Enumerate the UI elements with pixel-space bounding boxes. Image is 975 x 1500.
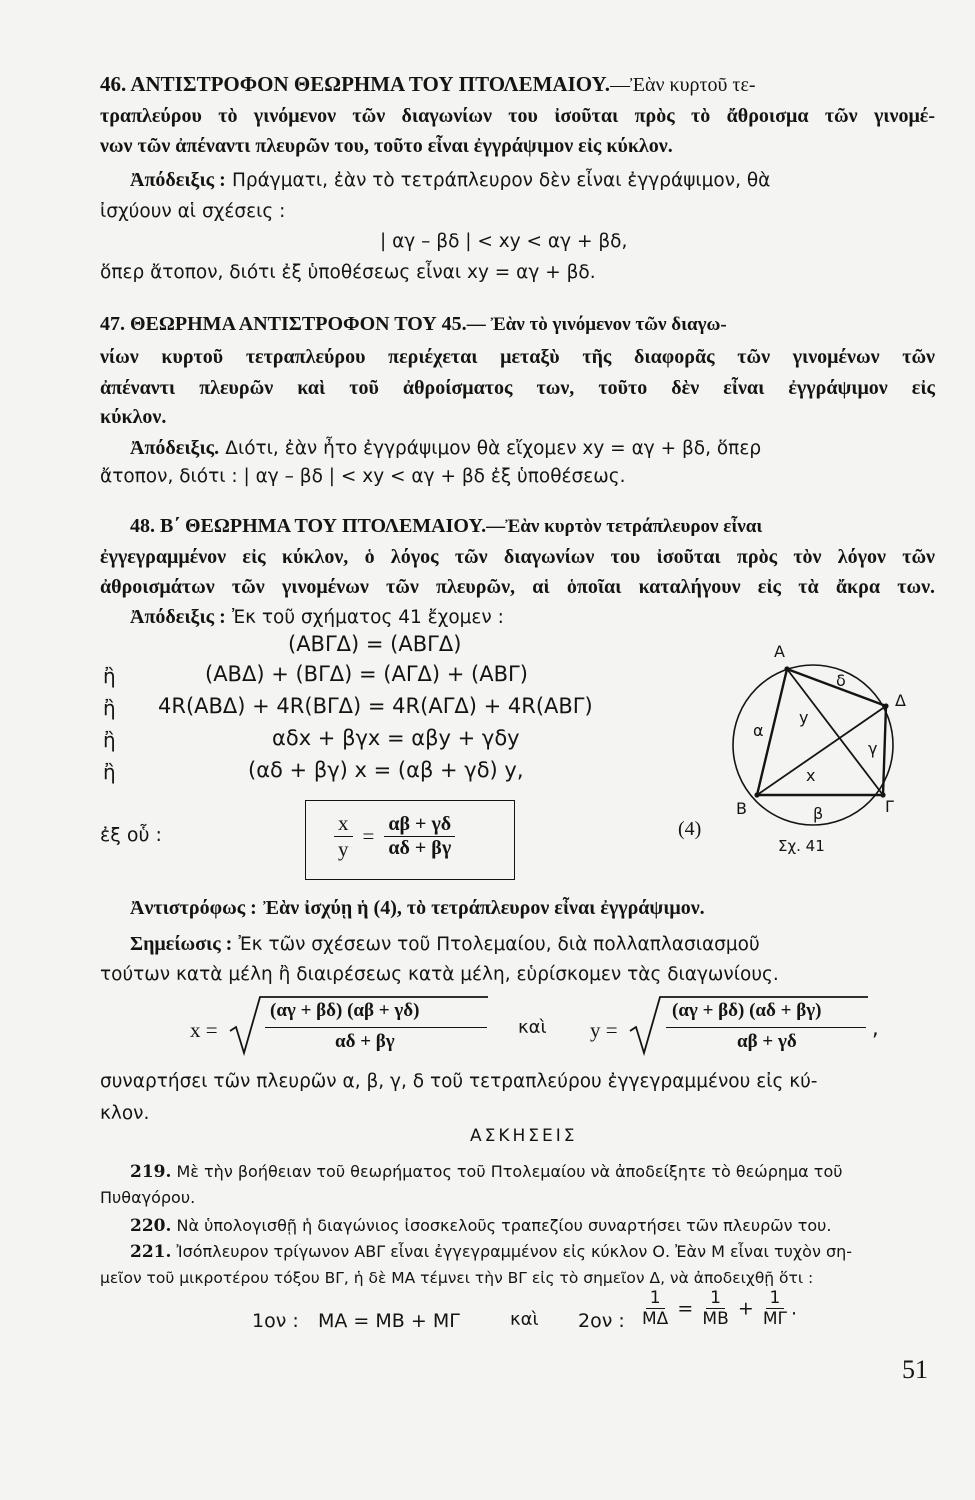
proof-label: Ἀπόδειξις : — [130, 606, 226, 628]
label-gamma: γ — [868, 739, 878, 758]
proof-text: Πράγματι, ἐὰν τὸ τετράπλευρον δὲν εἶναι ἐγγράψιμον, θὰ — [231, 170, 771, 191]
box-frac-left — [334, 811, 353, 862]
box-frac-right — [384, 813, 455, 860]
converse-text: Ἐὰν ἰσχύῃ ἡ (4), τὸ τετράπλευρον εἶναι ἐγγράψιμον. — [263, 897, 705, 919]
proof-label: Ἀπόδειξις : — [130, 169, 226, 191]
frac-1-mg-den: ΜΓ — [762, 1309, 787, 1329]
fx-fraction-bar — [265, 1027, 487, 1028]
exercise-221-number: 221. — [130, 1242, 172, 1262]
eta-1: ἢ — [103, 664, 116, 688]
proof-text: Διότι, ἐὰν ἦτο ἐγγράψιμον θὰ εἴχομεν xy = αγ + βδ, ὅπερ — [225, 438, 762, 459]
frac-equals: = — [677, 1297, 694, 1320]
fx-lhs: x = — [190, 1018, 218, 1042]
label-A: Α — [774, 642, 785, 661]
section-46-inequality: | αγ – βδ | < xy < αγ + βδ, — [380, 231, 628, 252]
proof-text: Ἐκ τοῦ σχήματος 41 ἔχομεν : — [231, 607, 504, 628]
equation-0: (ΑΒΓΔ) = (ΑΒΓΔ) — [288, 632, 462, 656]
label-y: y — [799, 708, 809, 727]
section-47-text: — Ἐὰν τὸ γινόμενον τῶν διαγω- — [466, 314, 727, 335]
box-frac-right-num: αβ + γδ — [384, 813, 455, 837]
exercise-221-line-1 — [130, 1238, 965, 1266]
section-47-line-3: ἀπέναντι πλευρῶν καὶ τοῦ ἀθροίσματος των, τοῦτο δὲν εἶναι ἐγγράψιμον εἰς — [100, 377, 935, 399]
vertex-b — [754, 792, 759, 797]
frac-1-md-den: ΜΔ — [642, 1309, 669, 1329]
frac-1-md — [638, 1288, 672, 1329]
section-46-text: —Ἐὰν κυρτοῦ τε- — [610, 74, 756, 96]
note-line-3: συναρτήσει τῶν πλευρῶν α, β, γ, δ τοῦ τετραπλεύρου ἐγγεγραμμένου εἰς κύ- — [100, 1071, 818, 1092]
exercise-220-text: Νὰ ὑπολογισθῇ ἡ διαγώνιος ἰσοσκελοῦς τραπεζίου συναρτήσει τῶν πλευρῶν του. — [176, 1216, 832, 1235]
label-D: Δ — [895, 691, 906, 710]
exercise-219-text: Μὲ τὴν βοήθειαν τοῦ θεωρήματος τοῦ Πτολεμαίου νὰ ἀποδείξητε τὸ θεώρημα τοῦ — [176, 1162, 843, 1181]
proof-label: Ἀπόδειξις. — [130, 437, 220, 459]
fx-numerator: (αγ + βδ) (αβ + γδ) — [270, 1000, 420, 1021]
equation-ref-4: (4) — [678, 818, 702, 840]
vertex-a — [784, 666, 789, 671]
box-frac-left-den: y — [338, 837, 349, 861]
note-text: Ἐκ τῶν σχέσεων τοῦ Πτολεμαίου, διὰ πολλαπλασιασμοῦ — [238, 934, 760, 955]
box-formula-content — [334, 811, 455, 862]
exercise-221-eq1: ΜΑ = ΜΒ + ΜΓ — [318, 1310, 460, 1332]
label-G: Γ — [885, 797, 894, 816]
frac-1-md-num: 1 — [646, 1288, 665, 1309]
frac-plus: + — [737, 1297, 754, 1320]
exercise-221-equation-2 — [638, 1288, 797, 1329]
exercise-219-line-1 — [130, 1158, 965, 1186]
box-frac-right-den: αδ + βγ — [388, 837, 452, 859]
equation-3: αδx + βγx = αβy + γδy — [272, 726, 520, 750]
boxed-formula — [305, 800, 515, 880]
note-line-2: τούτων κατὰ μέλη ἢ διαιρέσεως κατὰ μέλη, εὑρίσκομεν τὰς διαγωνίους. — [100, 964, 779, 985]
exercise-221-line-2: μεῖον τοῦ μικροτέρου τόξου ΒΓ, ἡ δὲ ΜΑ τέμνει τὴν ΒΓ εἰς τὸ σημεῖον Δ, νὰ ἀποδειχθῇ ὅτι : — [100, 1269, 814, 1287]
equation-2: 4R(ΑΒΔ) + 4R(ΒΓΔ) = 4R(ΑΓΔ) + 4R(ΑΒΓ) — [158, 694, 593, 718]
note-line-1 — [130, 930, 965, 959]
note-label: Σημείωσις : — [130, 933, 233, 955]
box-equals: = — [362, 824, 375, 848]
frac-1-mb — [698, 1288, 732, 1329]
fx-denominator: αδ + βγ — [335, 1031, 395, 1052]
exercises-title: ΑΣΚΗΣΕΙΣ — [470, 1126, 578, 1146]
exercise-221-2on: 2ον : — [578, 1310, 625, 1332]
section-46-proof-line-1 — [130, 166, 965, 195]
section-47-title: 47. ΘΕΩΡΗΜΑ ΑΝΤΙΣΤΡΟΦΟΝ ΤΟΥ 45. — [100, 313, 467, 335]
section-48-title: 48. Β΄ ΘΕΩΡΗΜΑ ΤΟΥ ΠΤΟΛΕΜΑΙΟΥ. — [130, 515, 487, 537]
figure-caption: Σχ. 41 — [778, 837, 825, 855]
figure-41 — [720, 640, 920, 870]
fy-fraction-bar — [666, 1027, 866, 1028]
note-line-4: κλον. — [100, 1103, 150, 1124]
label-beta: β — [813, 804, 824, 823]
section-48-line-1 — [100, 512, 935, 541]
kai-word: καὶ — [518, 1017, 547, 1038]
fy-comma: , — [872, 1016, 879, 1040]
eta-3: ἢ — [103, 728, 116, 752]
section-46-line-2: τραπλεύρου τὸ γινόμενον τῶν διαγωνίων του ἰσοῦται πρὸς τὸ ἄθροισμα τῶν γινομέ- — [100, 105, 935, 127]
section-46-proof-line-2: ἰσχύουν αἱ σχέσεις : — [100, 201, 286, 222]
quadrilateral — [757, 669, 886, 795]
exercise-219-line-2: Πυθαγόρου. — [100, 1188, 196, 1207]
frac-dot: . — [791, 1297, 798, 1320]
fy-denominator: αβ + γδ — [737, 1031, 797, 1052]
converse-line — [130, 894, 965, 922]
frac-1-mg — [759, 1288, 791, 1329]
section-47-line-1 — [100, 310, 935, 339]
diagonal-bd — [757, 706, 886, 795]
frac-1-mb-den: ΜΒ — [702, 1309, 729, 1329]
fy-numerator: (αγ + βδ) (αδ + βγ) — [672, 1000, 822, 1021]
section-46-title: 46. ΑΝΤΙΣΤΡΟΦΟΝ ΘΕΩΡΗΜΑ ΤΟΥ ΠΤΟΛΕΜΑΙΟΥ. — [100, 72, 611, 96]
section-48-line-2: ἐγγεγραμμένον εἰς κύκλον, ὁ λόγος τῶν διαγωνίων του ἰσοῦται πρὸς τὸν λόγον τῶν — [100, 546, 935, 568]
section-46-line-3: νων τῶν ἀπέναντι πλευρῶν του, τοῦτο εἶναι ἐγγράψιμον εἰς κύκλον. — [100, 135, 673, 157]
exercise-219-number: 219. — [130, 1162, 172, 1182]
label-x: x — [806, 766, 816, 785]
section-46-line-1 — [100, 70, 935, 99]
frac-1-mb-num: 1 — [706, 1288, 725, 1309]
exercise-220-number: 220. — [130, 1216, 172, 1236]
frac-1-mg-num: 1 — [766, 1288, 785, 1309]
equation-4: (αδ + βγ) x = (αβ + γδ) y, — [248, 758, 524, 782]
label-B: Β — [736, 799, 747, 818]
exercise-221-1on: 1ον : — [252, 1310, 299, 1332]
ex-ou-label: ἐξ οὗ : — [100, 824, 162, 846]
label-delta: δ — [836, 671, 846, 690]
vertex-d — [883, 703, 888, 708]
section-48-text: —Ἐὰν κυρτὸν τετράπλευρον εἶναι — [486, 516, 763, 537]
converse-label: Ἀντιστρόφως : — [130, 897, 257, 919]
label-alpha: α — [753, 721, 764, 740]
exercise-220-line — [130, 1212, 965, 1240]
section-47-line-2: νίων κυρτοῦ τετραπλεύρου περιέχεται μεταξὺ τῆς διαφορᾶς τῶν γινομένων τῶν — [100, 346, 935, 368]
eta-2: ἢ — [103, 696, 116, 720]
section-47-proof-line-1 — [130, 434, 965, 463]
section-47-proof-line-2: ἄτοπον, διότι : | αγ – βδ | < xy < αγ + βδ ἐξ ὑποθέσεως. — [100, 466, 626, 487]
page-number: 51 — [902, 1355, 928, 1384]
section-48-proof-line-1 — [130, 603, 965, 632]
exercise-221-kai: καὶ — [510, 1309, 539, 1330]
section-48-line-3: ἀθροισμάτων τῶν γινομένων τῶν πλευρῶν, αἱ ὁποῖαι καταλήγουν εἰς τὰ ἄκρα των. — [100, 576, 935, 598]
section-46-proof-line-3: ὅπερ ἄτοπον, διότι ἐξ ὑποθέσεως εἶναι xy = αγ + βδ. — [100, 262, 596, 283]
section-47-line-4: κύκλον. — [100, 406, 167, 428]
exercise-221-text: Ἰσόπλευρον τρίγωνον ΑΒΓ εἶναι ἐγγεγραμμένον εἰς κύκλον Ο. Ἐὰν Μ εἶναι τυχὸν ση- — [176, 1242, 853, 1261]
box-frac-left-num: x — [334, 811, 353, 837]
equation-1: (ΑΒΔ) + (ΒΓΔ) = (ΑΓΔ) + (ΑΒΓ) — [205, 662, 528, 686]
eta-4: ἢ — [103, 760, 116, 784]
fy-lhs: y = — [590, 1018, 618, 1042]
